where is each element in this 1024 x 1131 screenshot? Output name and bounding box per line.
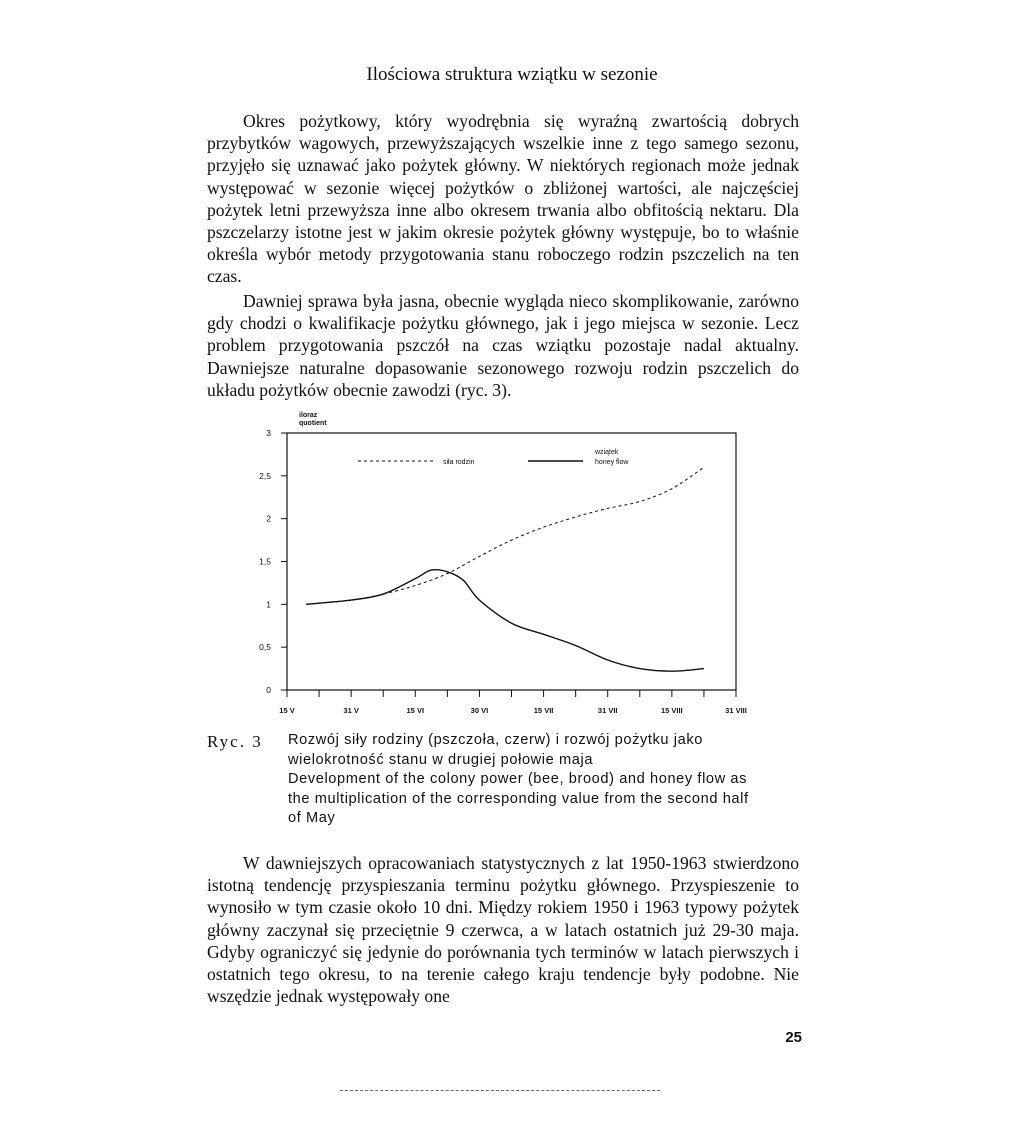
x-tick-label: 15 VII xyxy=(533,706,554,715)
legend-label-colony-power: siła rodzin xyxy=(443,459,475,466)
figure-caption xyxy=(288,731,808,829)
page-number: 25 xyxy=(785,1029,802,1046)
series-line-honey-flow xyxy=(306,570,704,672)
y-tick-label: 3 xyxy=(266,428,271,438)
x-tick-label: 31 VIII xyxy=(725,706,747,715)
plot-frame xyxy=(287,433,736,690)
paragraph-1: Okres pożytkowy, który wyodrębnia się wyraźną zwartością dobrych przybytków wagowych, przewyższających wszelkie inne z tego samego sezonu, przyjęło się uznawać jako pożytek główny. W niektórych regionach może jednak występować w sezonie więcej pożytków o zbliżonej wartości, ale najczęściej pożytek letni przewyższa inne albo okresem trwania albo obfitością nektaru. Dla pszczelarzy istotne jest w jakim okresie pożytek główny występuje, bo to właśnie określa wybór metody przygotowania stanu roboczego rodzin pszczelich na ten czas. xyxy=(207,111,799,287)
figure-chart xyxy=(258,408,758,723)
y-axis-label: iloraz xyxy=(299,412,318,419)
y-tick-label: 2 xyxy=(266,513,271,524)
y-axis-label: quotient xyxy=(299,420,327,427)
x-tick-label: 15 VIII xyxy=(661,706,683,715)
y-tick-label: 2,5 xyxy=(259,470,271,481)
paragraph-3: W dawniejszych opracowaniach statystycznych z lat 1950-1963 stwierdzono istotną tendencję przyspieszania terminu pożytku głównego. Przyspieszenie to wynosiło w tym czasie około 10 dni. Między rokiem 1950 i 1963 typowy pożytek główny zaczynał się przeciętnie 9 czerwca, a w latach ostatnich już 29-30 maja. Gdyby ograniczyć się jedynie do porównania tych terminów w latach pierwszych i ostatnich tego okresu, to na terenie całego kraju tendencje były podobne. Nie wszędzie jednak występowały one xyxy=(207,853,799,1007)
footer-rule xyxy=(340,1090,660,1091)
section-heading: Ilościowa struktura wziątku w sezonie xyxy=(366,64,658,85)
y-tick-label: 1,5 xyxy=(259,556,271,567)
y-tick-label: 1 xyxy=(266,599,271,610)
legend-label-honey-flow-en: honey flow xyxy=(595,459,629,466)
x-tick-label: 31 VII xyxy=(597,706,618,715)
x-tick-label: 15 V xyxy=(279,706,295,715)
legend-label-honey-flow-pl: wziątek xyxy=(595,449,619,456)
caption-english: Development of the colony power (bee, brood) and honey flow as the multiplication of the corresponding value from the second half of May xyxy=(288,771,749,827)
y-tick-label: 0 xyxy=(266,685,271,695)
x-tick-label: 31 V xyxy=(343,706,359,715)
paragraph-2: Dawniej sprawa była jasna, obecnie wygląda nieco skomplikowanie, zarówno gdy chodzi o kwalifikacje pożytku głównego, jak i jego miejsca w sezonie. Lecz problem przygotowania pszczół na czas wziątku pozostaje nadal aktualny. Dawniejsze naturalne dopasowanie sezonowego rozwoju rodzin pszczelich do układu pożytków obecnie zawodzi (ryc. 3). xyxy=(207,291,799,400)
caption-polish: Rozwój siły rodziny (pszczoła, czerw) i rozwój pożytku jako wielokrotność stanu w drugiej połowie maja xyxy=(288,732,703,768)
series-line-colony-power xyxy=(306,467,704,604)
figure-label: Ryc. 3 xyxy=(207,732,263,751)
x-tick-label: 30 VI xyxy=(470,706,489,715)
y-tick-label: 0,5 xyxy=(259,642,271,653)
x-tick-label: 15 VI xyxy=(406,706,425,715)
